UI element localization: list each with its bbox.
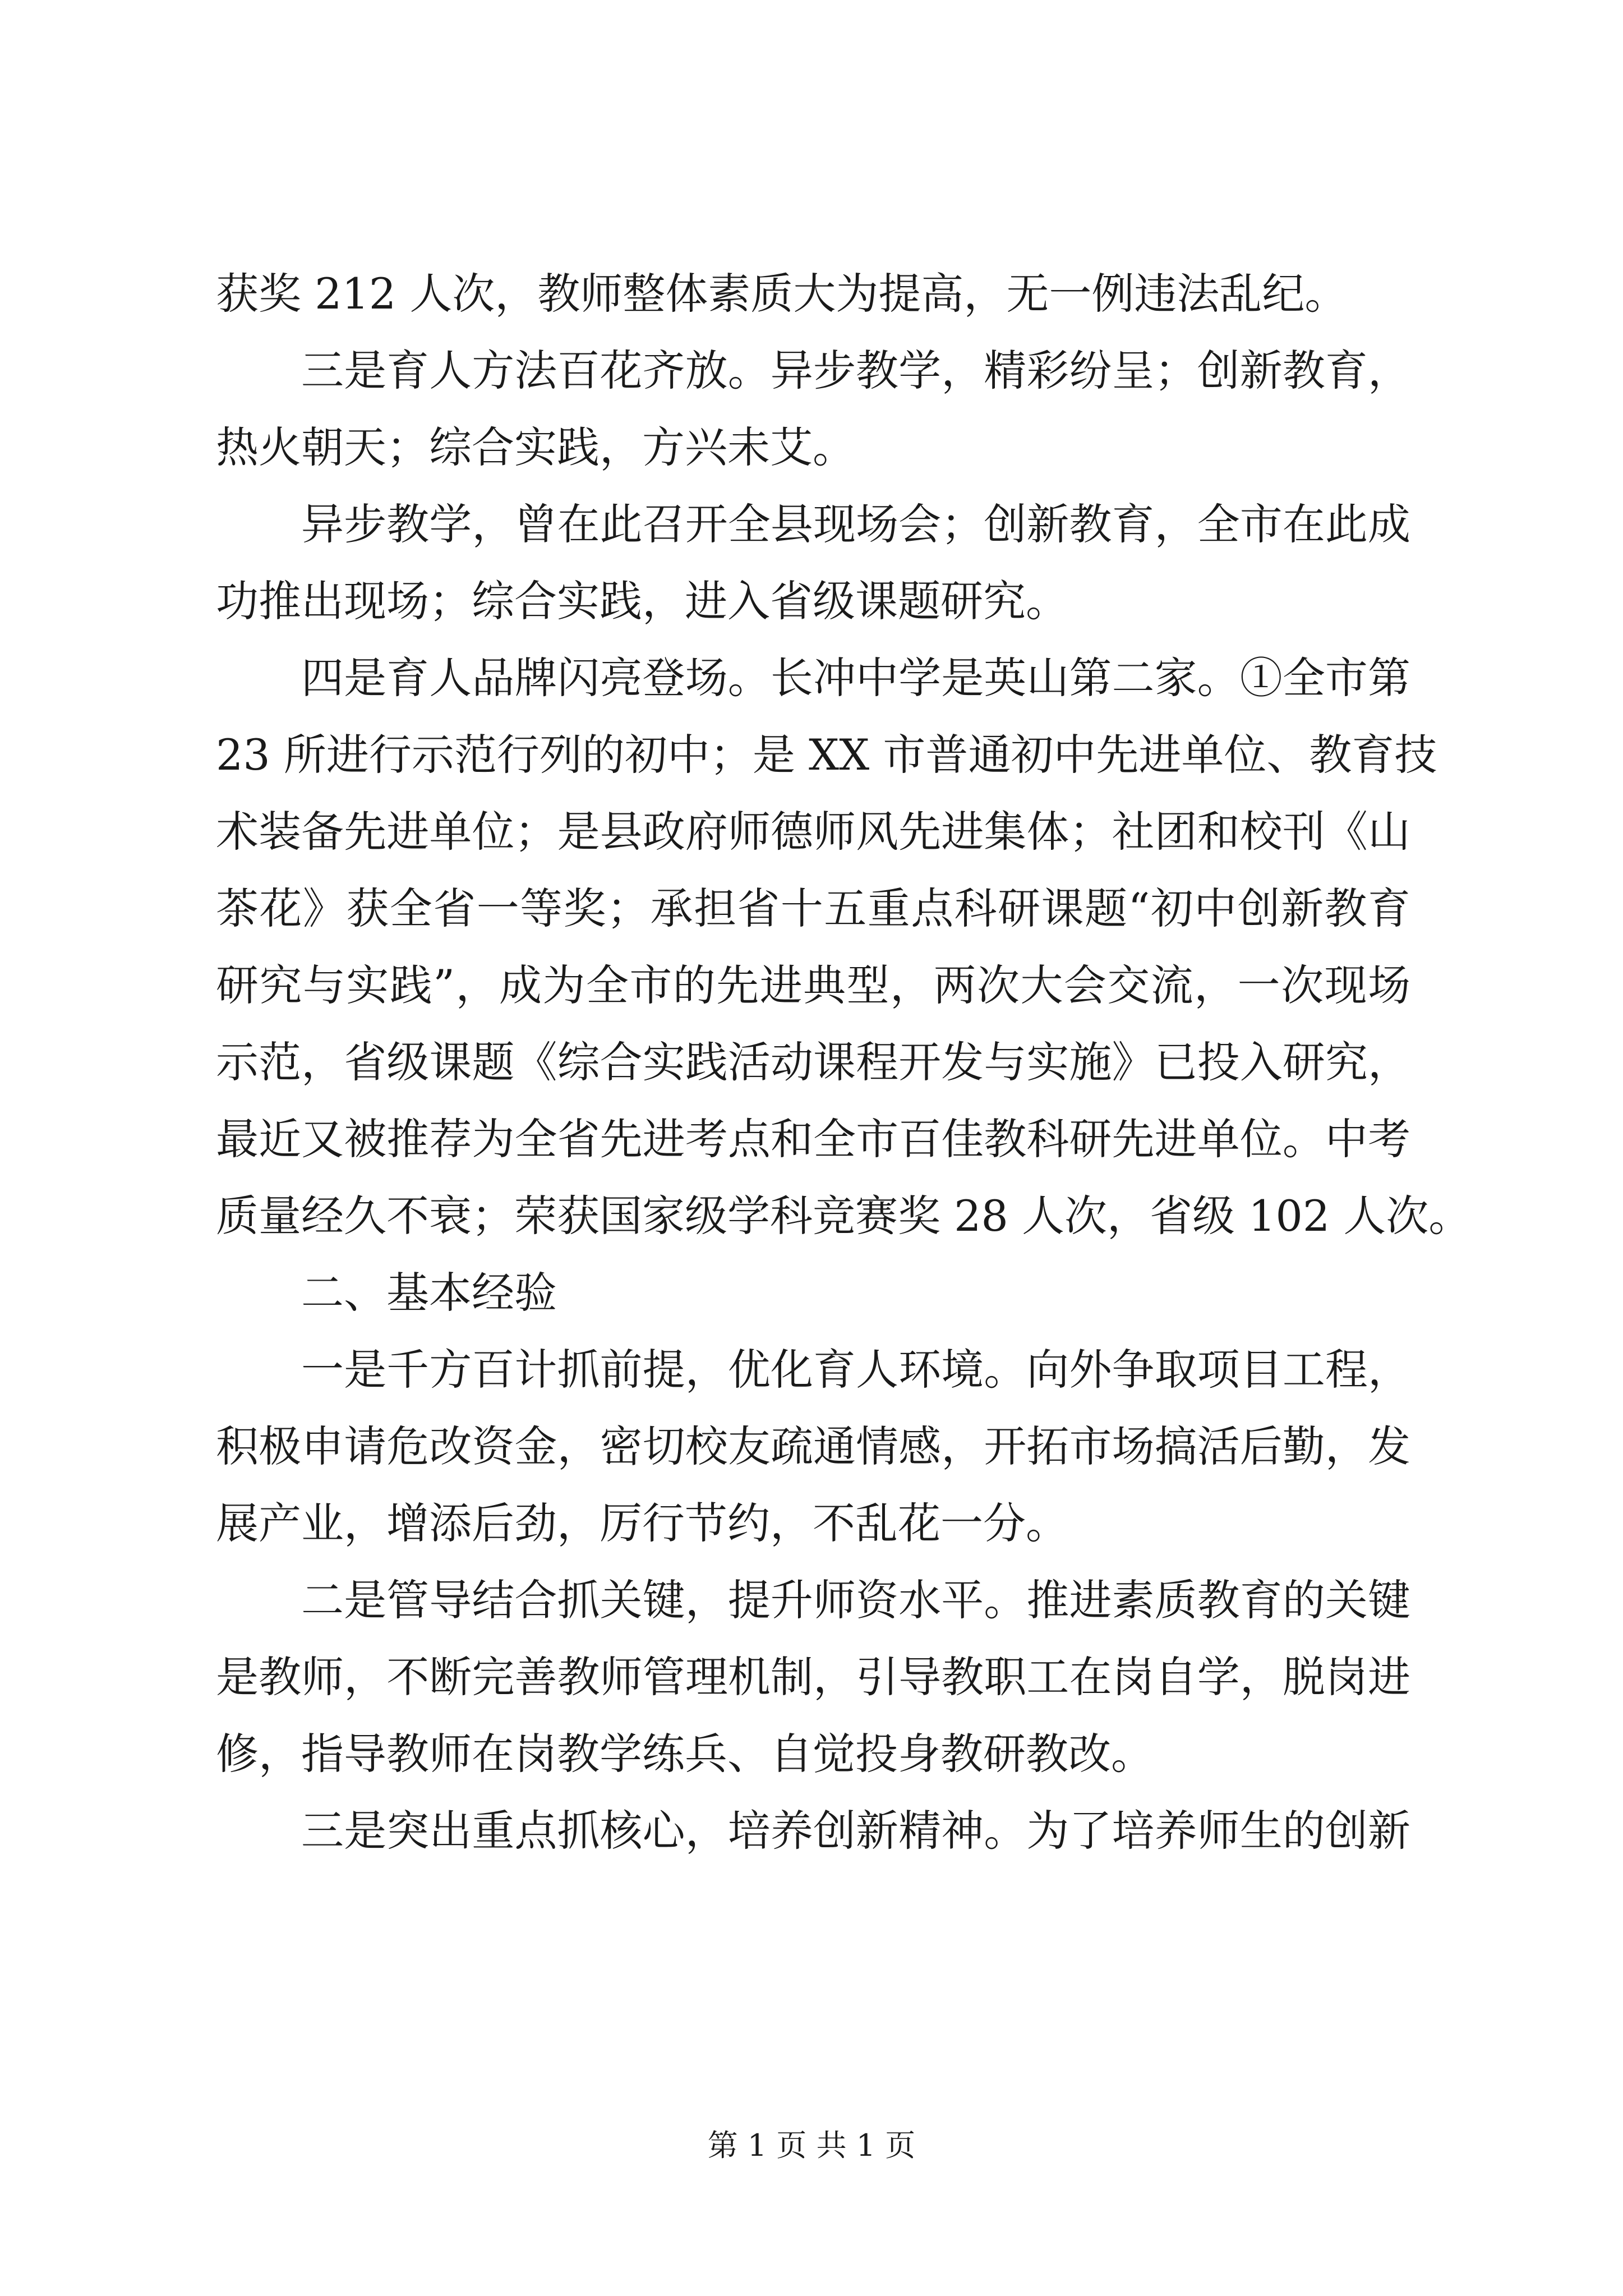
text-line: 热火朝天；综合实践，方兴未艾。 [216,422,855,472]
page-number-footer: 第 1 页 共 1 页 [707,2128,916,2163]
text-line: 异步教学，曾在此召开全县现场会；创新教育，全市在此成 [301,499,1410,549]
text-line: 三是育人方法百花齐放。异步教学，精彩纷呈；创新教育， [301,346,1410,395]
text-line: 质量经久不衰；荣获国家级学科竞赛奖 28 人次，省级 102 人次。 [216,1191,1472,1241]
text-line: 功推出现场；综合实践，进入省级课题研究。 [216,576,1068,626]
text-line: 展产业，增添后劲，厉行节约，不乱花一分。 [216,1498,1068,1548]
text-line: 三是突出重点抓核心，培养创新精神。为了培养师生的创新 [301,1806,1410,1856]
text-line: 最近又被推荐为全省先进考点和全市百佳教科研先进单位。中考 [216,1114,1410,1164]
text-line: 茶花》获全省一等奖；承担省十五重点科研课题“初中创新教育 [216,884,1410,933]
section-heading: 二、基本经验 [301,1268,557,1318]
text-line: 一是千方百计抓前提，优化育人环境。向外争取项目工程， [301,1345,1410,1395]
text-line: 术装备先进单位；是县政府师德师风先进集体；社团和校刊《山 [216,807,1410,857]
text-line: 修，指导教师在岗教学练兵、自觉投身教研教改。 [216,1729,1154,1779]
text-line: 积极申请危改资金，密切校友疏通情感，开拓市场搞活后勤，发 [216,1421,1410,1471]
text-line: 四是育人品牌闪亮登场。长冲中学是英山第二家。①全市第 [301,653,1410,703]
text-line: 获奖 212 人次，教师整体素质大为提高，无一例违法乱纪。 [216,269,1348,319]
text-line: 研究与实践”，成为全市的先进典型，两次大会交流，一次现场 [216,960,1410,1010]
text-line: 二是管导结合抓关键，提升师资水平。推进素质教育的关键 [301,1575,1410,1625]
text-line: 是教师，不断完善教师管理机制，引导教职工在岗自学，脱岗进 [216,1652,1410,1702]
text-line: 示范，省级课题《综合实践活动课程开发与实施》已投入研究， [216,1037,1410,1087]
document-body [216,255,1472,1869]
text-line: 23 所进行示范行列的初中；是 XX 市普通初中先进单位、教育技 [216,730,1437,780]
